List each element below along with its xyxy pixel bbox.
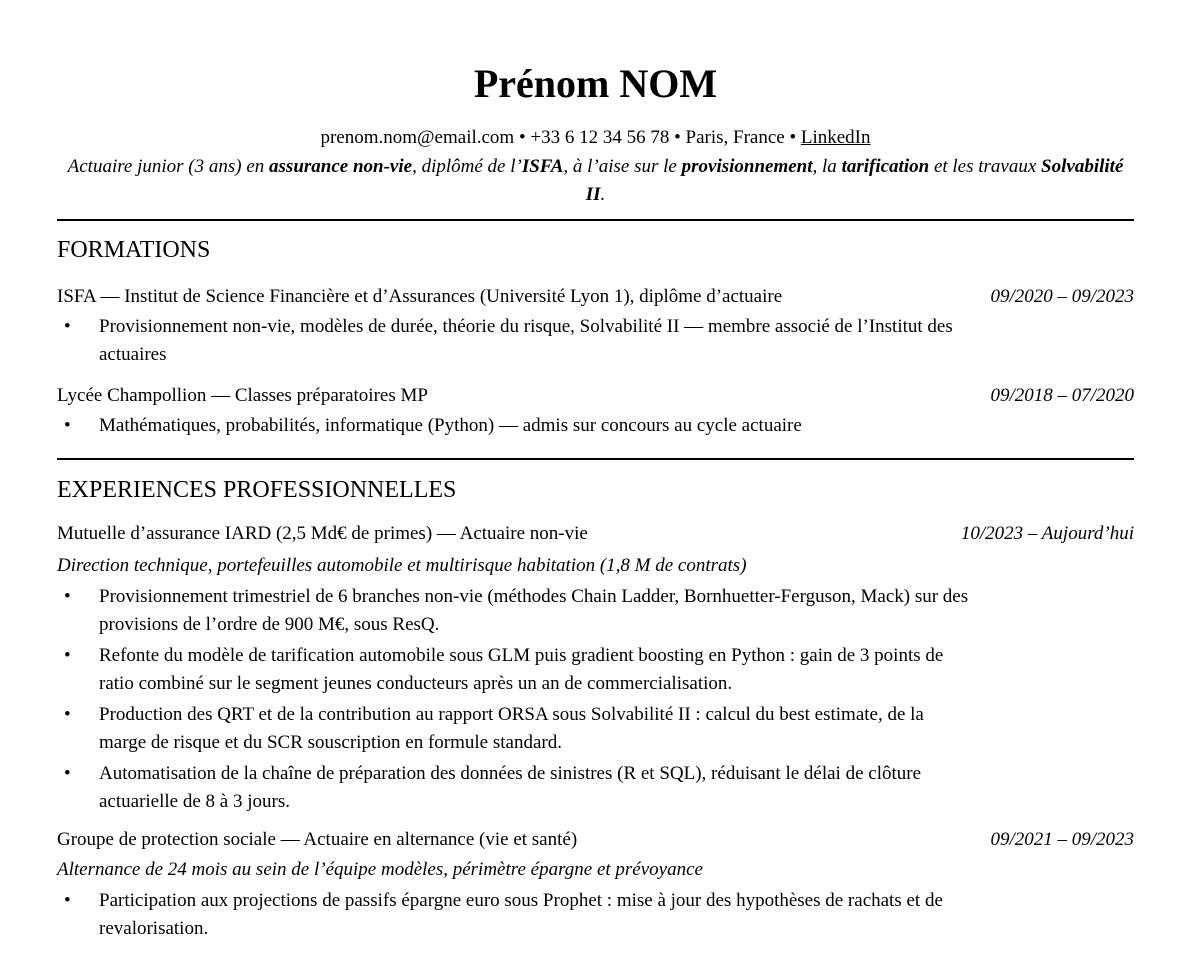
experience-dates: 10/2023 – Aujourd’hui <box>960 523 1134 544</box>
education-dates: 09/2020 – 09/2023 <box>990 286 1134 307</box>
bullet-text: Production des QRT et de la contribution au rapport ORSA sous Solvabilité II : calcul du best estimate, de la marge de risque et du SCR souscription en formule standard. <box>99 704 924 753</box>
section-divider <box>57 458 1134 460</box>
summary-keyword: tarification <box>841 156 930 177</box>
linkedin-link[interactable]: LinkedIn <box>800 127 871 148</box>
list-item <box>57 412 969 440</box>
separator: • <box>789 127 797 148</box>
summary-text: , à l’aise sur le <box>563 156 682 177</box>
candidate-name: Prénom NOM <box>473 61 718 106</box>
experience-entry-header <box>57 827 1134 853</box>
education-bullets <box>57 313 969 372</box>
section-divider <box>57 219 1134 221</box>
list-item <box>57 887 969 943</box>
experience-title: Groupe de protection sociale — Actuaire en alternance (vie et santé) <box>57 829 578 850</box>
education-entry-header <box>57 284 1134 310</box>
section-title-formations: FORMATIONS <box>57 237 211 263</box>
education-title: ISFA — Institut de Science Financière et d’Assurances (Université Lyon 1), diplôme d’actuaire <box>57 286 783 307</box>
summary-text: , diplômé de l’ <box>412 156 522 177</box>
profile-summary <box>60 153 1131 209</box>
experience-dates: 09/2021 – 09/2023 <box>990 829 1134 850</box>
summary-text: et les travaux <box>929 156 1042 177</box>
email-text: prenom.nom@email.com <box>320 127 515 148</box>
bullet-icon: • <box>64 763 71 784</box>
bullet-icon: • <box>64 890 71 911</box>
contact-line <box>0 125 1191 151</box>
experience-subtitle: Alternance de 24 mois au sein de l’équipe modèles, périmètre épargne et prévoyance <box>57 859 703 880</box>
experience-subtitle: Direction technique, portefeuilles automobile et multirisque habitation (1,8 M de contrats) <box>57 555 747 576</box>
summary-keyword: assurance non-vie <box>269 156 413 177</box>
bullet-text: Automatisation de la chaîne de préparation des données de sinistres (R et SQL), réduisant le délai de clôture actuarielle de 8 à 3 jours. <box>99 763 922 812</box>
list-item <box>57 313 969 369</box>
bullet-icon: • <box>64 704 71 725</box>
experience-bullets <box>57 887 969 946</box>
bullet-icon: • <box>64 645 71 666</box>
education-dates: 09/2018 – 07/2020 <box>990 385 1134 406</box>
summary-keyword: ISFA <box>521 156 564 177</box>
summary-text: . <box>600 184 606 205</box>
experience-bullets <box>57 583 969 819</box>
separator: • <box>674 127 681 148</box>
list-item <box>57 701 969 757</box>
bullet-icon: • <box>64 415 71 436</box>
bullet-text: Provisionnement non-vie, modèles de durée, théorie du risque, Solvabilité II — membre associé de l’Institut des actuaires <box>99 316 953 365</box>
summary-keyword: Solvabilité II <box>585 156 1124 205</box>
education-bullets <box>57 412 969 443</box>
summary-keyword: provisionnement <box>681 156 813 177</box>
education-entry-header <box>57 383 1134 409</box>
experience-title: Mutuelle d’assurance IARD (2,5 Md€ de primes) — Actuaire non-vie <box>57 523 588 544</box>
list-item <box>57 760 969 816</box>
bullet-text: Refonte du modèle de tarification automobile sous GLM puis gradient boosting en Python : gain de 3 points de ratio combiné sur le segment jeunes conducteurs après un an de commercialisation. <box>99 645 944 694</box>
bullet-text: Participation aux projections de passifs épargne euro sous Prophet : mise à jour des hypothèses de rachats et de revalorisation. <box>99 890 943 939</box>
separator: • <box>518 127 526 148</box>
bullet-icon: • <box>64 316 71 337</box>
section-title-experiences: EXPERIENCES PROFESSIONNELLES <box>57 477 457 503</box>
bullet-text: Provisionnement trimestriel de 6 branches non-vie (méthodes Chain Ladder, Bornhuetter-Ferguson, Mack) sur des provisions de l’ordre de 900 M€, sous ResQ. <box>99 586 969 635</box>
phone-text: +33 6 12 34 56 78 <box>530 127 670 148</box>
bullet-text: Mathématiques, probabilités, informatique (Python) — admis sur concours au cycle actuaire <box>99 415 802 436</box>
summary-text: , la <box>812 156 842 177</box>
education-title: Lycée Champollion — Classes préparatoires MP <box>57 385 428 406</box>
list-item <box>57 583 969 639</box>
bullet-icon: • <box>64 586 71 607</box>
summary-text: Actuaire junior (3 ans) en <box>67 156 270 177</box>
experience-entry-header <box>57 521 1134 547</box>
location-text: Paris, France <box>685 127 785 148</box>
list-item <box>57 642 969 698</box>
